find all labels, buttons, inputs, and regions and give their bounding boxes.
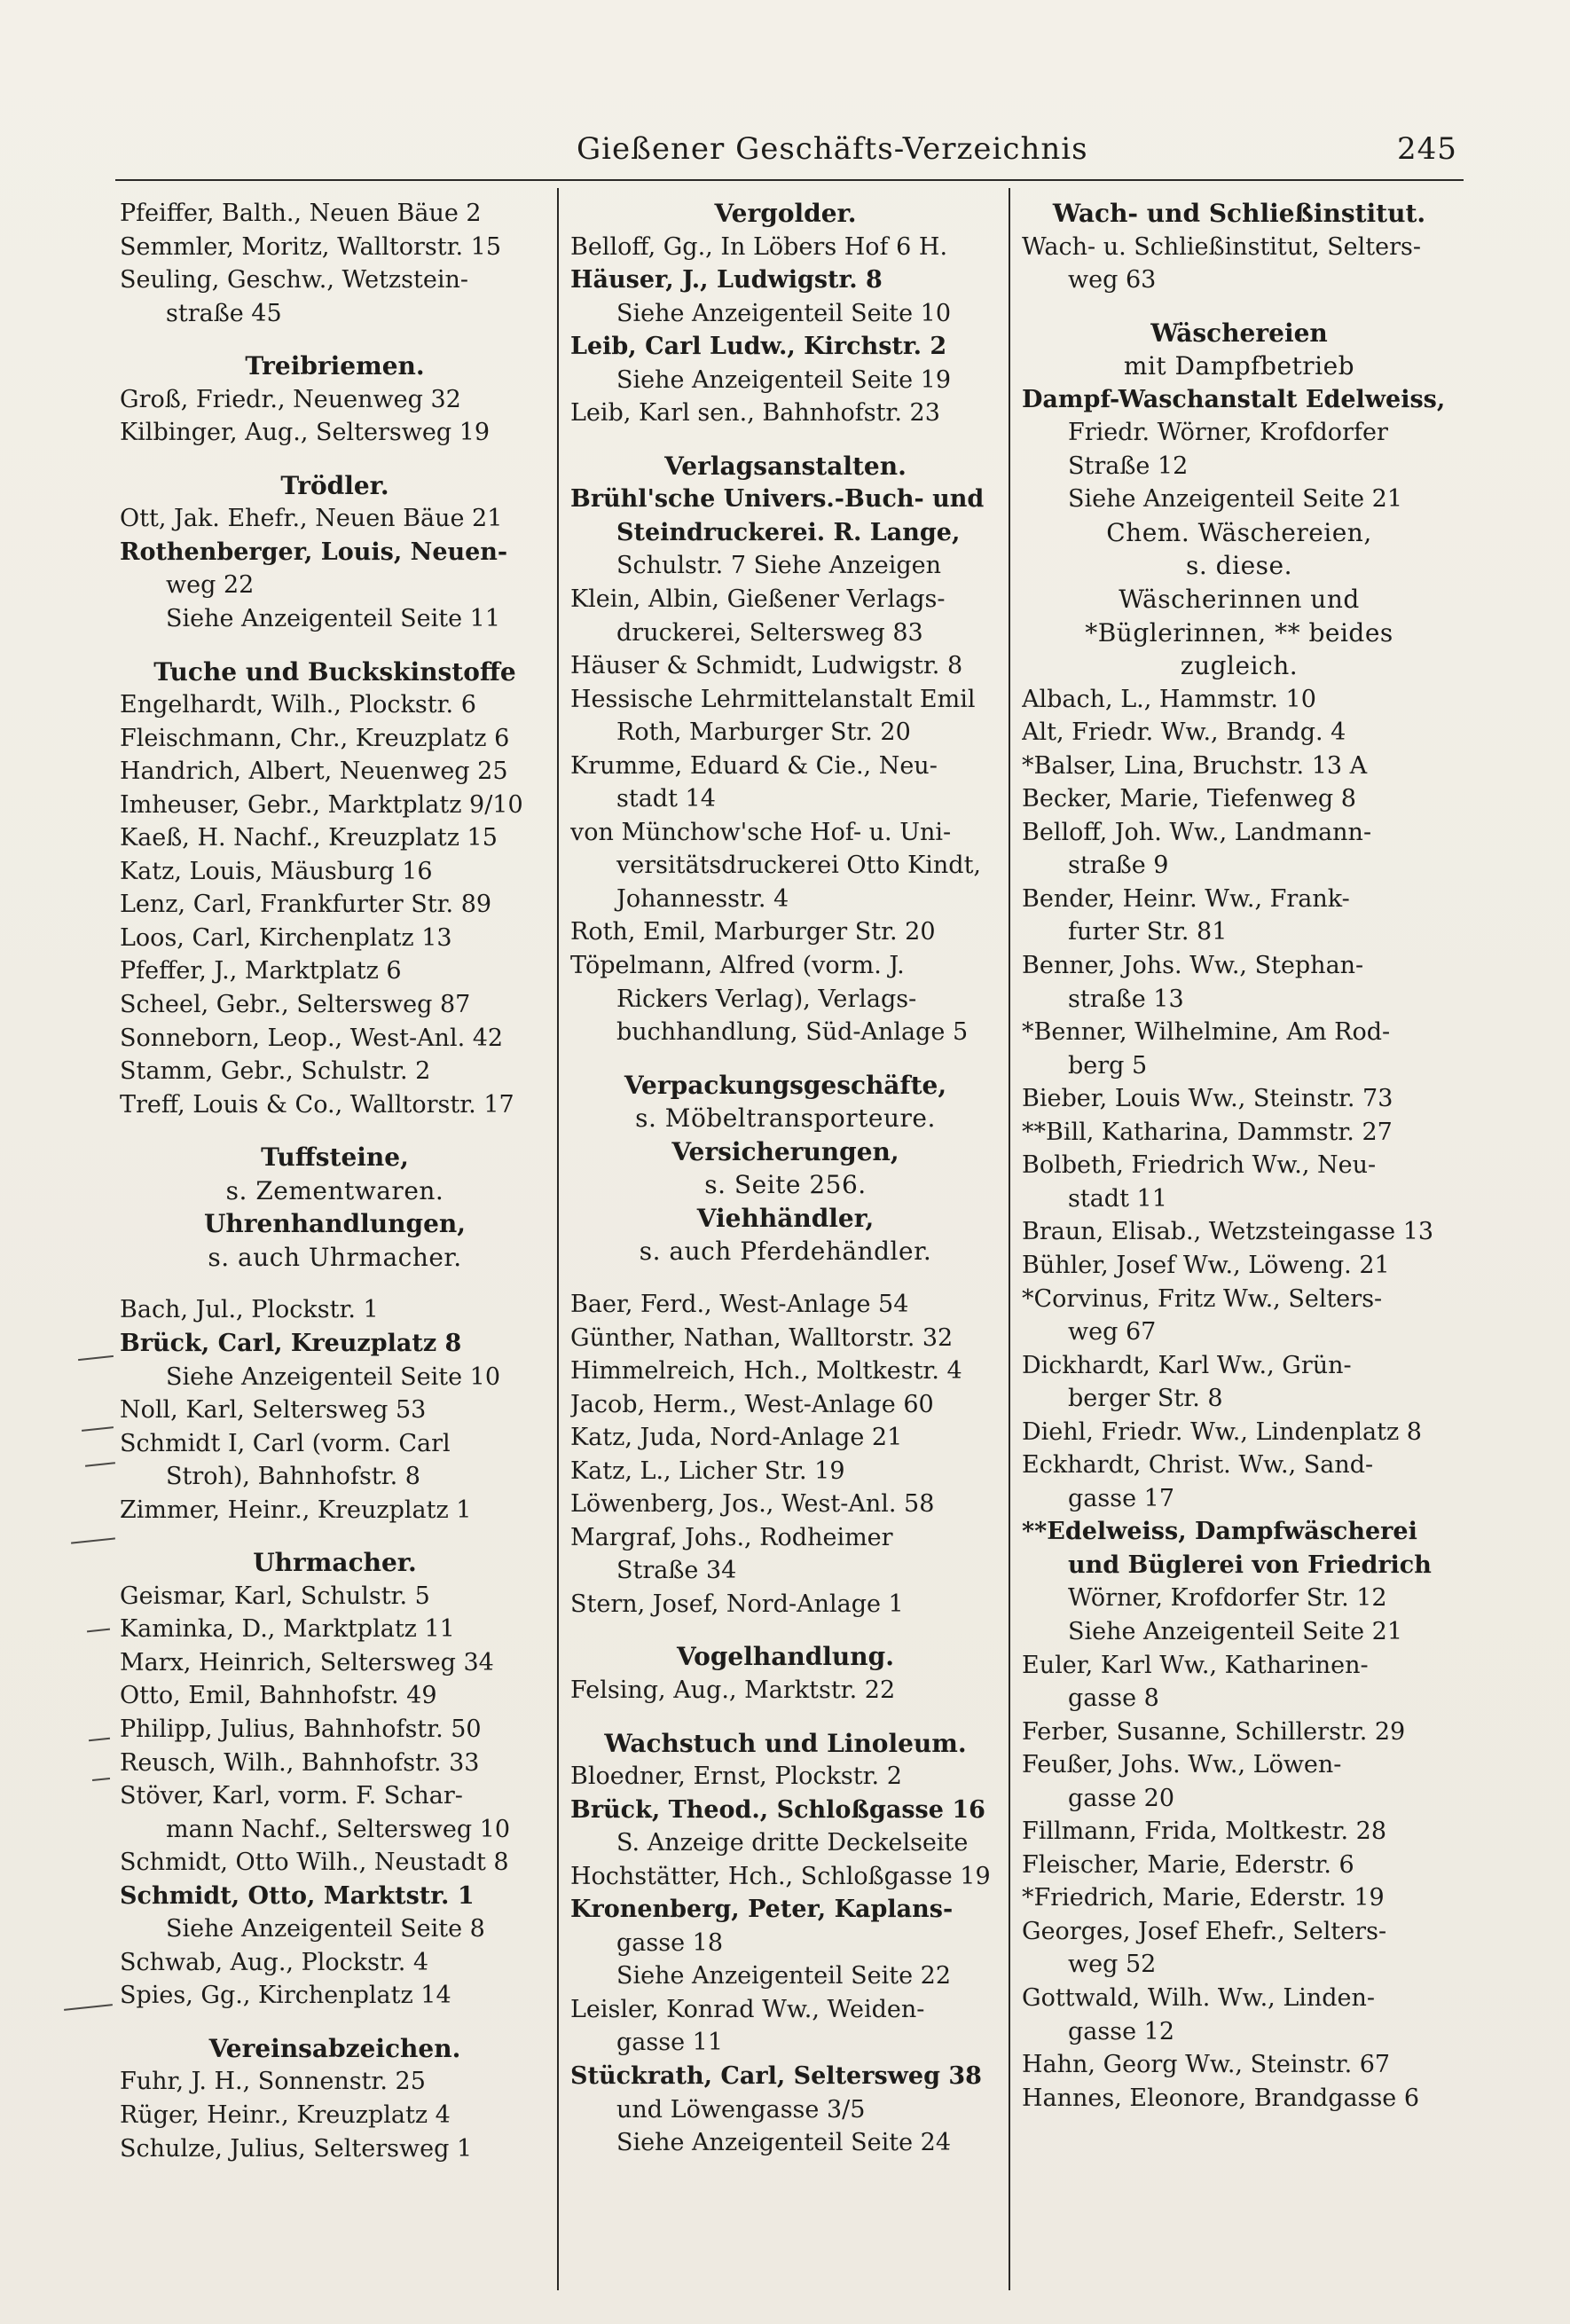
section-heading: Verpackungsgeschäfte,: [624, 1070, 947, 1100]
directory-entry: Ferber, Susanne, Schillerstr. 29: [1022, 1717, 1406, 1746]
directory-entry: Feußer, Johs. Ww., Löwen-: [1022, 1751, 1342, 1779]
directory-entry: Bühler, Josef Ww., Löweng. 21: [1022, 1251, 1390, 1279]
directory-entry: Schulze, Julius, Seltersweg 1: [120, 2134, 473, 2163]
section-note: Chem. Wäschereien,: [1106, 517, 1372, 547]
entry-continuation: straße 9: [1068, 852, 1169, 880]
section-spacer: [1022, 297, 1456, 317]
directory-entry: Fillmann, Frida, Moltkestr. 28: [1022, 1818, 1386, 1846]
directory-entry: Lenz, Carl, Frankfurter Str. 89: [120, 891, 492, 919]
entry-continuation: und Löwengasse 3/5: [616, 2095, 866, 2124]
directory-entry-bold: **Edelweiss, Dampfwäscherei: [1022, 1518, 1417, 1546]
header-rule: [115, 179, 1464, 181]
directory-entry: Sonneborn, Leop., West-Anl. 42: [120, 1024, 504, 1052]
section-spacer: [120, 330, 550, 349]
directory-entry: Hahn, Georg Ww., Steinstr. 67: [1022, 2051, 1391, 2079]
directory-entry-bold: Brühl'sche Univers.-Buch- und: [570, 485, 985, 514]
directory-entry: Bloedner, Ernst, Plockstr. 2: [570, 1763, 902, 1791]
directory-entry: Philipp, Julius, Bahnhofstr. 50: [120, 1715, 482, 1743]
entry-continuation: Siehe Anzeigenteil Seite 22: [616, 1962, 951, 1990]
entry-continuation: weg 63: [1068, 266, 1157, 294]
entry-continuation: weg 52: [1068, 1951, 1157, 1979]
directory-entry: Geismar, Karl, Schulstr. 5: [120, 1582, 430, 1610]
directory-entry: Otto, Emil, Bahnhofstr. 49: [120, 1682, 437, 1710]
directory-entry: Becker, Marie, Tiefenweg 8: [1022, 785, 1356, 813]
directory-entry: Fuhr, J. H., Sonnenstr. 25: [120, 2068, 426, 2096]
directory-entry: Euler, Karl Ww., Katharinen-: [1022, 1651, 1369, 1679]
entry-continuation: Straße 12: [1068, 451, 1189, 480]
pencil-tick-mark: [85, 1462, 115, 1467]
directory-entry: Spies, Gg., Kirchenplatz 14: [120, 1982, 451, 2010]
section-heading: Wäschereien: [1150, 318, 1328, 348]
entry-continuation: Friedr. Wörner, Krofdorfer: [1068, 419, 1388, 447]
pencil-tick-mark: [78, 1355, 114, 1361]
directory-entry: Bieber, Louis Ww., Steinstr. 73: [1022, 1085, 1393, 1113]
section-heading: Wach- und Schließinstitut.: [1052, 199, 1426, 228]
entry-continuation: Roth, Marburger Str. 20: [616, 718, 911, 747]
section-heading: Uhrenhandlungen,: [204, 1209, 466, 1239]
entry-continuation: gasse 11: [616, 2029, 724, 2057]
entry-continuation: und Büglerei von Friedrich: [1068, 1551, 1432, 1579]
directory-entry: Wach- u. Schließinstitut, Selters-: [1022, 232, 1422, 261]
directory-entry: von Münchow'sche Hof- u. Uni-: [570, 818, 952, 846]
column-middle: [570, 197, 1001, 2160]
page-number: 245: [1397, 131, 1457, 167]
section-heading: Uhrmacher.: [253, 1548, 417, 1578]
entry-continuation: furter Str. 81: [1068, 918, 1228, 946]
entry-continuation: straße 45: [166, 299, 282, 327]
pencil-tick-mark: [82, 1426, 114, 1432]
directory-entry: Pfeiffer, Balth., Neuen Bäue 2: [120, 200, 482, 227]
entry-continuation: mann Nachf., Seltersweg 10: [166, 1815, 511, 1843]
directory-entry-bold: Stückrath, Carl, Seltersweg 38: [570, 2061, 982, 2090]
directory-entry: Kaeß, H. Nachf., Kreuzplatz 15: [120, 824, 498, 852]
entry-continuation: Wörner, Krofdorfer Str. 12: [1068, 1584, 1387, 1613]
section-note: mit Dampfbetrieb: [1123, 351, 1355, 381]
section-spacer: [570, 1621, 1001, 1640]
directory-entry: Stamm, Gebr., Schulstr. 2: [120, 1057, 431, 1086]
entry-continuation: stadt 11: [1068, 1184, 1167, 1213]
directory-entry: Diehl, Friedr. Ww., Lindenplatz 8: [1022, 1417, 1422, 1446]
directory-entry: Alt, Friedr. Ww., Brandg. 4: [1022, 718, 1346, 747]
directory-entry: Noll, Karl, Seltersweg 53: [120, 1396, 427, 1425]
directory-entry: Kilbinger, Aug., Seltersweg 19: [120, 419, 491, 447]
section-note: s. auch Uhrmacher.: [208, 1242, 462, 1272]
section-spacer: [570, 1268, 1001, 1288]
entry-continuation: Siehe Anzeigenteil Seite 10: [616, 299, 951, 327]
section-spacer: [120, 1527, 550, 1546]
directory-entry: Bolbeth, Friedrich Ww., Neu-: [1022, 1151, 1377, 1180]
directory-entry: Leisler, Konrad Ww., Weiden-: [570, 1995, 925, 2023]
entry-continuation: Steindruckerei. R. Lange,: [616, 518, 961, 546]
section-note: s. diese.: [1186, 551, 1292, 581]
entry-continuation: S. Anzeige dritte Deckelseite: [616, 1829, 969, 1857]
directory-entry: Rüger, Heinr., Kreuzplatz 4: [120, 2100, 451, 2129]
section-heading: Verlagsanstalten.: [664, 451, 907, 481]
section-spacer: [570, 430, 1001, 450]
directory-entry: *Benner, Wilhelmine, Am Rod-: [1022, 1018, 1391, 1047]
directory-entry: Günther, Nathan, Walltorstr. 32: [570, 1323, 954, 1352]
directory-entry: Belloff, Gg., In Löbers Hof 6 H.: [570, 232, 948, 261]
directory-entry: Töpelmann, Alfred (vorm. J.: [570, 952, 905, 980]
entry-continuation: Straße 34: [616, 1557, 737, 1585]
directory-entry: Fleischmann, Chr., Kreuzplatz 6: [120, 724, 510, 752]
directory-entry: Eckhardt, Christ. Ww., Sand-: [1022, 1451, 1374, 1480]
entry-continuation: gasse 8: [1068, 1684, 1159, 1713]
entry-continuation: Siehe Anzeigenteil Seite 21: [1068, 485, 1402, 514]
entry-continuation: weg 67: [1068, 1318, 1157, 1347]
column-left: [120, 197, 550, 2165]
directory-entry: Krumme, Eduard & Cie., Neu-: [570, 751, 938, 780]
directory-entry: Albach, L., Hammstr. 10: [1022, 685, 1316, 713]
directory-entry-bold: Schmidt, Otto, Marktstr. 1: [120, 1881, 475, 1910]
directory-entry: Georges, Josef Ehefr., Selters-: [1022, 1917, 1387, 1945]
section-note: s. auch Pferdehändler.: [639, 1237, 932, 1267]
directory-entry: Hannes, Eleonore, Brandgasse 6: [1022, 2084, 1420, 2112]
section-note: s. Seite 256.: [704, 1170, 867, 1200]
directory-entry-bold: Dampf-Waschanstalt Edelweiss,: [1022, 385, 1446, 413]
directory-entry: Hochstätter, Hch., Schloßgasse 19: [570, 1862, 991, 1890]
directory-entry: Belloff, Joh. Ww., Landmann-: [1022, 818, 1372, 846]
column-right: [1022, 197, 1456, 2115]
entry-continuation: Siehe Anzeigenteil Seite 19: [616, 365, 951, 394]
entry-continuation: stadt 14: [616, 785, 716, 813]
directory-entry: Handrich, Albert, Neuenweg 25: [120, 758, 508, 786]
section-heading: Vergolder.: [714, 199, 857, 228]
section-heading: Tuche und Buckskinstoffe: [153, 656, 516, 687]
column-divider: [557, 188, 559, 2290]
directory-entry: Häuser & Schmidt, Ludwigstr. 8: [570, 652, 963, 680]
directory-entry: Zimmer, Heinr., Kreuzplatz 1: [120, 1496, 472, 1524]
directory-entry: Loos, Carl, Kirchenplatz 13: [120, 923, 452, 952]
entry-continuation: Stroh), Bahnhofstr. 8: [166, 1463, 420, 1491]
directory-entry-bold: Brück, Theod., Schloßgasse 16: [570, 1795, 985, 1824]
directory-entry: Katz, L., Licher Str. 19: [570, 1456, 845, 1485]
directory-entry-bold: Rothenberger, Louis, Neuen-: [120, 538, 508, 566]
directory-entry: Schmidt I, Carl (vorm. Carl: [120, 1429, 451, 1457]
directory-entry: **Bill, Katharina, Dammstr. 27: [1022, 1118, 1393, 1146]
column-divider: [1009, 188, 1010, 2290]
directory-entry-bold: Brück, Carl, Kreuzplatz 8: [120, 1329, 462, 1357]
entry-continuation: gasse 17: [1068, 1484, 1175, 1512]
entry-continuation: berg 5: [1068, 1051, 1148, 1080]
entry-continuation: Schulstr. 7 Siehe Anzeigen: [616, 552, 942, 580]
entry-continuation: Siehe Anzeigenteil Seite 10: [166, 1362, 500, 1391]
pencil-tick-mark: [87, 1629, 110, 1633]
section-note: zugleich.: [1180, 651, 1299, 681]
directory-entry: Bender, Heinr. Ww., Frank-: [1022, 884, 1350, 913]
directory-entry: Kaminka, D., Marktplatz 11: [120, 1615, 455, 1644]
section-spacer: [120, 1121, 550, 1141]
directory-entry: Roth, Emil, Marburger Str. 20: [570, 918, 936, 946]
directory-entry: Reusch, Wilh., Bahnhofstr. 33: [120, 1748, 480, 1777]
section-spacer: [120, 450, 550, 469]
directory-entry: Leib, Karl sen., Bahnhofstr. 23: [570, 399, 940, 428]
directory-entry: *Balser, Lina, Bruchstr. 13 A: [1022, 751, 1368, 780]
directory-entry: Treff, Louis & Co., Walltorstr. 17: [120, 1090, 514, 1119]
directory-entry: Pfeffer, J., Marktplatz 6: [120, 957, 402, 985]
section-spacer: [120, 636, 550, 656]
directory-entry: Felsing, Aug., Marktstr. 22: [570, 1676, 896, 1704]
directory-entry-bold: Häuser, J., Ludwigstr. 8: [570, 266, 883, 294]
directory-entry: Jacob, Herm., West-Anlage 60: [570, 1390, 934, 1418]
entry-continuation: Rickers Verlag), Verlags-: [616, 985, 917, 1013]
section-note: s. Möbeltransporteure.: [635, 1103, 936, 1134]
directory-entry: Stern, Josef, Nord-Anlage 1: [570, 1590, 904, 1618]
pencil-tick-mark: [92, 1778, 110, 1781]
section-note: *Büglerinnen, ** beides: [1085, 617, 1393, 648]
directory-entry: Engelhardt, Wilh., Plockstr. 6: [120, 691, 476, 719]
directory-entry: *Corvinus, Fritz Ww., Selters-: [1022, 1284, 1383, 1313]
section-note: Wäscherinnen und: [1119, 585, 1360, 615]
entry-continuation: gasse 18: [616, 1928, 724, 1957]
entry-continuation: Siehe Anzeigenteil Seite 8: [166, 1915, 485, 1943]
section-heading: Trödler.: [280, 470, 389, 500]
directory-entry: Groß, Friedr., Neuenweg 32: [120, 385, 461, 413]
section-heading: Treibriemen.: [245, 351, 425, 381]
pencil-tick-mark: [71, 1537, 115, 1543]
entry-continuation: buchhandlung, Süd-Anlage 5: [616, 1018, 969, 1047]
entry-continuation: druckerei, Seltersweg 83: [616, 618, 923, 647]
pencil-tick-mark: [64, 2004, 113, 2011]
section-spacer: [570, 1049, 1001, 1069]
directory-entry: Bach, Jul., Plockstr. 1: [120, 1296, 379, 1324]
directory-entry: Benner, Johs. Ww., Stephan-: [1022, 952, 1364, 980]
directory-entry: Hessische Lehrmittelanstalt Emil: [570, 685, 976, 713]
directory-entry: Gottwald, Wilh. Ww., Linden-: [1022, 1983, 1376, 2012]
directory-entry: Scheel, Gebr., Seltersweg 87: [120, 991, 471, 1019]
pencil-tick-mark: [89, 1738, 110, 1741]
section-spacer: [120, 1274, 550, 1293]
entry-continuation: Johannesstr. 4: [616, 884, 789, 913]
section-note: s. Zementwaren.: [225, 1175, 444, 1205]
section-heading: Tuffsteine,: [261, 1142, 409, 1173]
directory-entry: Baer, Ferd., West-Anlage 54: [570, 1290, 909, 1318]
section-heading: Viehhändler,: [696, 1203, 875, 1233]
directory-entry: Himmelreich, Hch., Moltkestr. 4: [570, 1357, 962, 1386]
entry-continuation: Siehe Anzeigenteil Seite 11: [166, 605, 500, 633]
entry-continuation: gasse 12: [1068, 2017, 1175, 2045]
directory-entry: Katz, Louis, Mäusburg 16: [120, 857, 433, 885]
directory-entry: Seuling, Geschw., Wetzstein-: [120, 266, 468, 294]
section-heading: Versicherungen,: [671, 1136, 899, 1166]
directory-entry: Dickhardt, Karl Ww., Grün-: [1022, 1351, 1352, 1379]
directory-entry-bold: Kronenberg, Peter, Kaplans-: [570, 1896, 954, 1924]
entry-continuation: berger Str. 8: [1068, 1385, 1223, 1413]
entry-continuation: gasse 20: [1068, 1784, 1175, 1812]
entry-continuation: weg 22: [166, 571, 255, 600]
entry-continuation: Siehe Anzeigenteil Seite 24: [616, 2129, 951, 2157]
directory-entry: Braun, Elisab., Wetzsteingasse 13: [1022, 1218, 1434, 1246]
section-spacer: [570, 1708, 1001, 1727]
directory-entry: Margraf, Johs., Rodheimer: [570, 1523, 893, 1551]
directory-entry: Schmidt, Otto Wilh., Neustadt 8: [120, 1849, 509, 1877]
section-heading: Vogelhandlung.: [677, 1642, 894, 1672]
entry-continuation: Siehe Anzeigenteil Seite 21: [1068, 1617, 1402, 1645]
directory-entry: Imheuser, Gebr., Marktplatz 9/10: [120, 790, 523, 819]
directory-entry: Klein, Albin, Gießener Verlags-: [570, 585, 946, 614]
entry-continuation: straße 13: [1068, 985, 1184, 1013]
entry-continuation: versitätsdruckerei Otto Kindt,: [616, 852, 982, 880]
directory-entry: Stöver, Karl, vorm. F. Schar-: [120, 1782, 463, 1810]
directory-entry: Schwab, Aug., Plockstr. 4: [120, 1948, 429, 1976]
directory-entry: Marx, Heinrich, Seltersweg 34: [120, 1648, 494, 1676]
running-title: Gießener Geschäfts-Verzeichnis: [577, 131, 1088, 167]
section-spacer: [120, 2013, 550, 2032]
section-heading: Vereinsabzeichen.: [208, 2033, 461, 2063]
directory-entry: *Friedrich, Marie, Ederstr. 19: [1022, 1884, 1385, 1912]
directory-entry: Katz, Juda, Nord-Anlage 21: [570, 1424, 903, 1452]
directory-entry: Ott, Jak. Ehefr., Neuen Bäue 21: [120, 505, 503, 533]
section-heading: Wachstuch und Linoleum.: [604, 1728, 967, 1758]
directory-entry: Semmler, Moritz, Walltorstr. 15: [120, 232, 502, 261]
directory-entry: Löwenberg, Jos., West-Anl. 58: [570, 1490, 935, 1519]
directory-entry-bold: Leib, Carl Ludw., Kirchstr. 2: [570, 333, 947, 361]
directory-entry: Fleischer, Marie, Ederstr. 6: [1022, 1850, 1354, 1879]
